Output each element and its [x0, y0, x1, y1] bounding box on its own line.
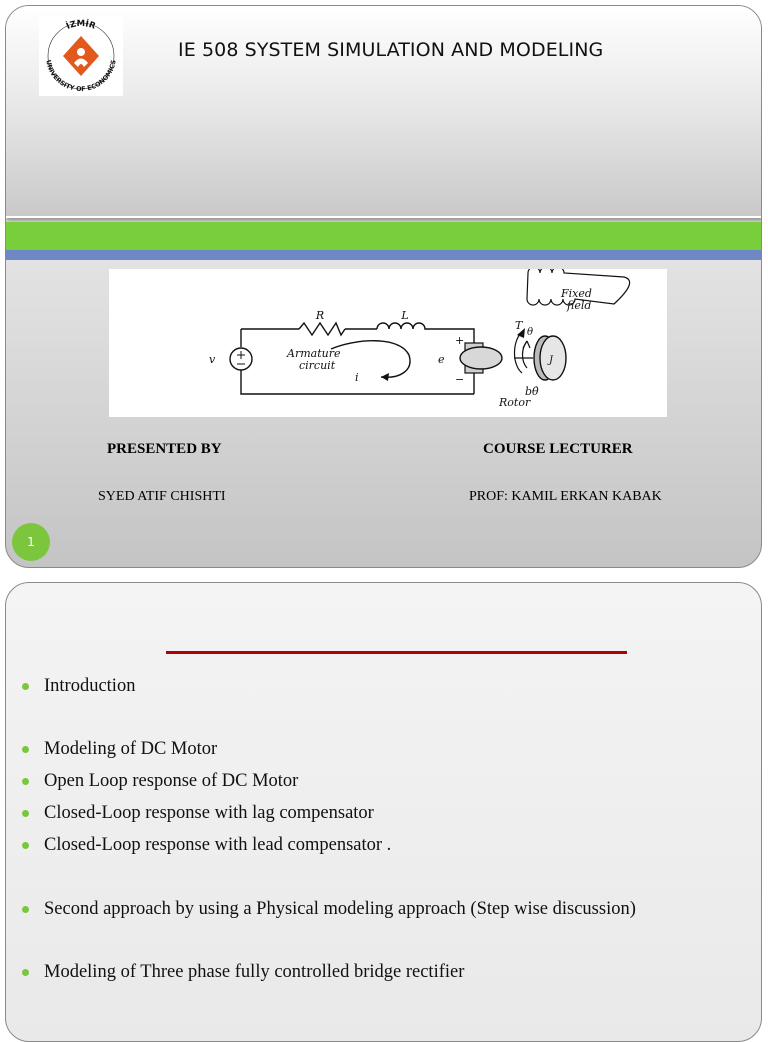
bullet-text: Modeling of DC Motor: [44, 739, 218, 759]
armature-line2: circuit: [299, 359, 336, 372]
voltage-source-icon: [230, 347, 252, 370]
voltage-label: v: [209, 353, 216, 366]
fixed-field-line2: field: [567, 299, 592, 312]
rotor-icon: [514, 336, 566, 380]
resistor-icon: [299, 323, 345, 335]
back-emf-label: e: [438, 353, 445, 366]
list-item: [22, 803, 374, 824]
logo-ring-bottom-text: UNIVERSITY OF ECONOMICS: [44, 59, 118, 94]
bullet-text: Closed-Loop response with lag compensator: [44, 803, 374, 823]
university-logo: [39, 16, 123, 96]
lecturer-name: PROF: KAMIL ERKAN KABAK: [469, 489, 662, 504]
bullet-text: Introduction: [44, 676, 136, 696]
minus-sign: −: [455, 373, 465, 386]
svg-text:İZMİR: [65, 18, 98, 32]
title-underline-rule: [166, 651, 627, 654]
current-label: i: [355, 371, 359, 384]
bullet-icon: [22, 810, 29, 817]
page-number-badge: 1: [12, 523, 50, 561]
bullet-text: Open Loop response of DC Motor: [44, 771, 299, 791]
bullet-icon: [22, 778, 29, 785]
list-item: [22, 676, 135, 697]
bullet-text: Closed-Loop response with lead compensator .: [44, 835, 392, 855]
bullet-icon: [22, 746, 29, 753]
list-item: [22, 962, 464, 983]
bullet-icon: [22, 906, 29, 913]
armature-line1: Armature: [287, 347, 341, 360]
fixed-field-line1: Fixed: [561, 287, 592, 300]
list-item: [22, 739, 217, 760]
friction-label: bθ̇: [525, 385, 539, 398]
slide-header: [6, 6, 762, 218]
plus-sign: +: [455, 334, 465, 347]
bullet-icon: [22, 842, 29, 849]
blue-accent-band: [6, 250, 762, 260]
outline-slide: [5, 582, 762, 1042]
list-item: [22, 899, 636, 920]
bullet-text: Second approach by using a Physical modeling approach (Step wise discussion): [44, 899, 636, 919]
list-item: [22, 835, 391, 856]
green-accent-band: [6, 222, 762, 250]
resistor-label: R: [315, 309, 325, 322]
list-item: [22, 771, 298, 792]
bullet-icon: [22, 969, 29, 976]
torque-arrow-icon: [515, 332, 523, 373]
theta-label: θ: [527, 327, 534, 338]
torque-label: T: [515, 319, 523, 332]
title-slide: [5, 5, 762, 568]
presented-by-heading: PRESENTED BY: [107, 441, 222, 457]
course-lecturer-heading: COURSE LECTURER: [483, 441, 633, 457]
dc-motor-icon: [460, 343, 502, 373]
slide-title: IE 508 SYSTEM SIMULATION AND MODELING: [178, 39, 604, 61]
rotor-label: Rotor: [499, 396, 531, 409]
dc-motor-circuit-diagram: [109, 269, 667, 417]
logo-emblem-icon: [63, 36, 99, 76]
inductor-icon: [377, 323, 431, 329]
presenter-name: SYED ATIF CHISHTI: [98, 489, 226, 504]
bullet-icon: [22, 683, 29, 690]
current-loop-arrow-icon: [331, 341, 410, 378]
bullet-text: Modeling of Three phase fully controlled bridge rectifier: [44, 962, 465, 982]
inductor-label: L: [401, 309, 409, 322]
logo-ring-top-text: İZMİR: [64, 18, 97, 32]
inertia-label: J: [549, 355, 554, 366]
